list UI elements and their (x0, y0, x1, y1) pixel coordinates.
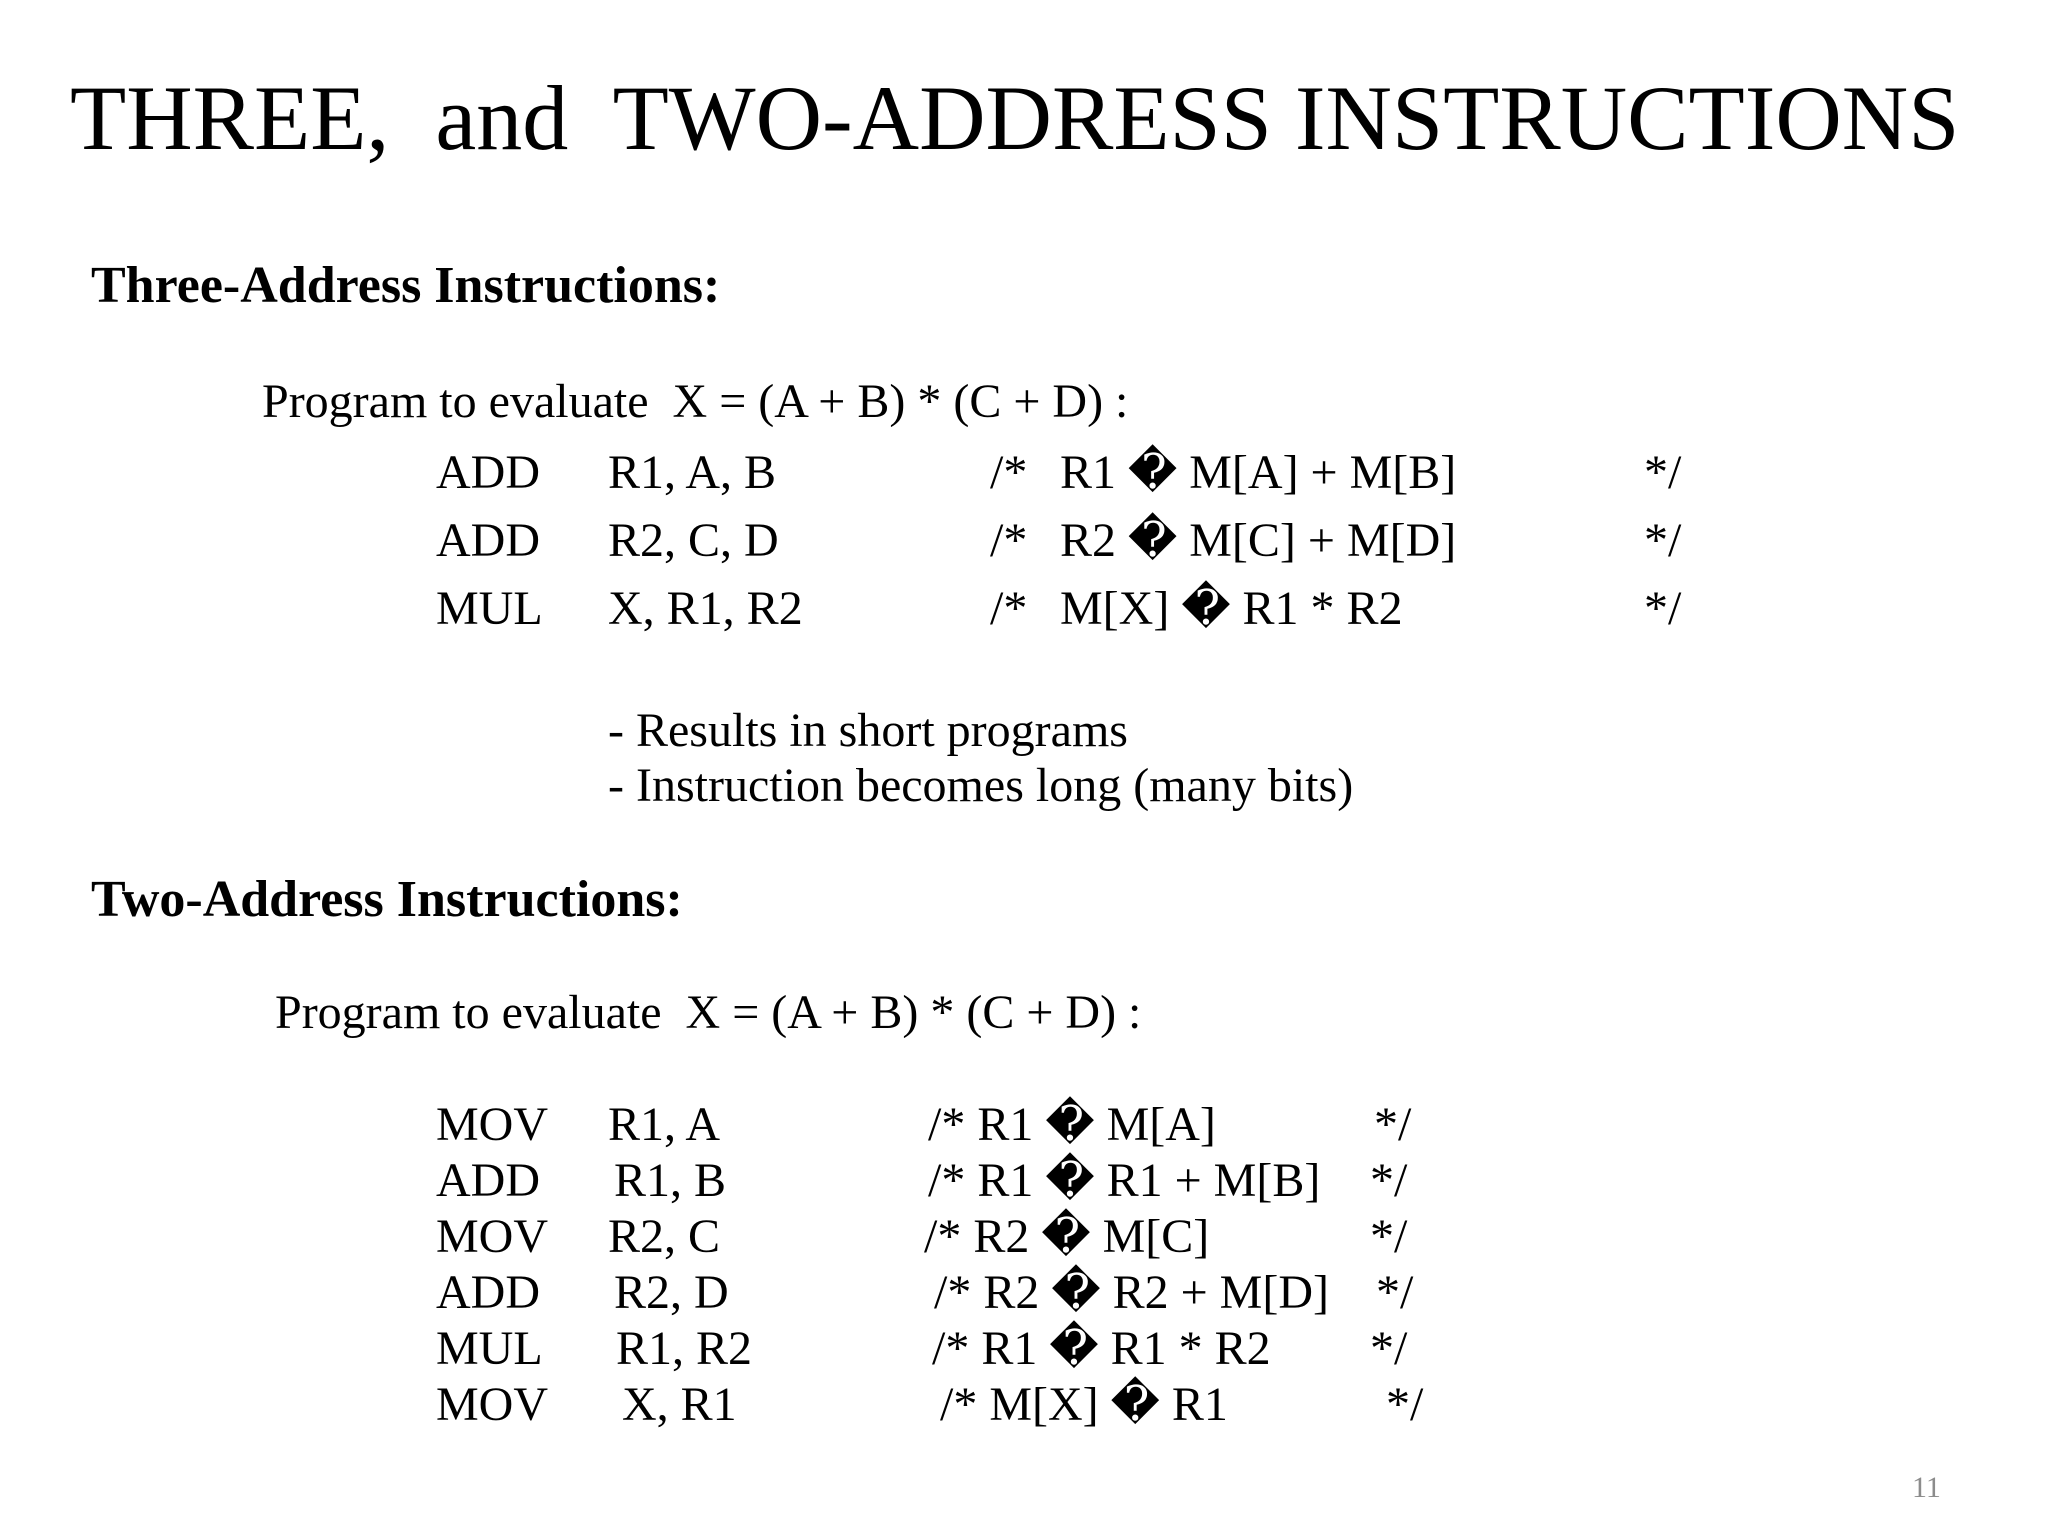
two-address-comment: /* M[X] � R1 (940, 1378, 1228, 1431)
three-address-comment-open: /* (990, 514, 1028, 567)
three-address-comment: R1 � M[A] + M[B] (1060, 446, 1457, 499)
three-address-operands: R2, C, D (608, 514, 779, 567)
two-address-comment: /* R1 � M[A] (928, 1098, 1216, 1151)
three-address-comment-close: */ (1644, 446, 1682, 499)
two-address-program-label: Program to evaluate X = (A + B) * (C + D) : (275, 986, 1142, 1039)
three-address-comment: M[X] � R1 * R2 (1060, 582, 1403, 635)
two-address-comment: /* R2 � R2 + M[D] (934, 1266, 1329, 1319)
two-address-op: MOV (436, 1210, 549, 1263)
two-address-comment-close: */ (1370, 1154, 1408, 1207)
two-address-operands: R1, A (608, 1098, 721, 1151)
slide-title: THREE, and TWO-ADDRESS INSTRUCTIONS (70, 67, 1960, 169)
three-address-comment-close: */ (1644, 514, 1682, 567)
two-address-op: MOV (436, 1378, 549, 1431)
slide-number: 11 (1912, 1471, 1941, 1504)
three-address-operands: X, R1, R2 (608, 582, 803, 635)
two-address-comment-close: */ (1376, 1266, 1414, 1319)
three-address-comment-open: /* (990, 582, 1028, 635)
two-address-comment: /* R1 � R1 + M[B] (928, 1154, 1321, 1207)
three-address-heading: Three-Address Instructions: (91, 257, 721, 314)
two-address-op: ADD (436, 1266, 540, 1319)
two-address-comment: /* R1 � R1 * R2 (932, 1322, 1271, 1375)
two-address-operands: R2, C (608, 1210, 721, 1263)
three-address-op: ADD (436, 514, 540, 567)
two-address-comment-close: */ (1370, 1322, 1408, 1375)
two-address-comment-close: */ (1386, 1378, 1424, 1431)
two-address-operands: R1, R2 (616, 1322, 753, 1375)
three-address-op: ADD (436, 446, 540, 499)
two-address-comment-close: */ (1370, 1210, 1408, 1263)
two-address-op: MOV (436, 1098, 549, 1151)
three-address-comment-open: /* (990, 446, 1028, 499)
two-address-op: ADD (436, 1154, 540, 1207)
three-address-note: - Instruction becomes long (many bits) (608, 759, 1354, 812)
two-address-operands: R1, B (614, 1154, 727, 1207)
three-address-comment: R2 � M[C] + M[D] (1060, 514, 1457, 567)
three-address-program-label: Program to evaluate X = (A + B) * (C + D) : (262, 375, 1129, 428)
two-address-operands: X, R1 (622, 1378, 737, 1431)
two-address-operands: R2, D (614, 1266, 729, 1319)
three-address-note: - Results in short programs (608, 704, 1128, 757)
three-address-operands: R1, A, B (608, 446, 777, 499)
two-address-comment: /* R2 � M[C] (924, 1210, 1210, 1263)
three-address-comment-close: */ (1644, 582, 1682, 635)
three-address-op: MUL (436, 582, 543, 635)
two-address-heading: Two-Address Instructions: (91, 871, 683, 928)
two-address-comment-close: */ (1374, 1098, 1412, 1151)
two-address-op: MUL (436, 1322, 543, 1375)
